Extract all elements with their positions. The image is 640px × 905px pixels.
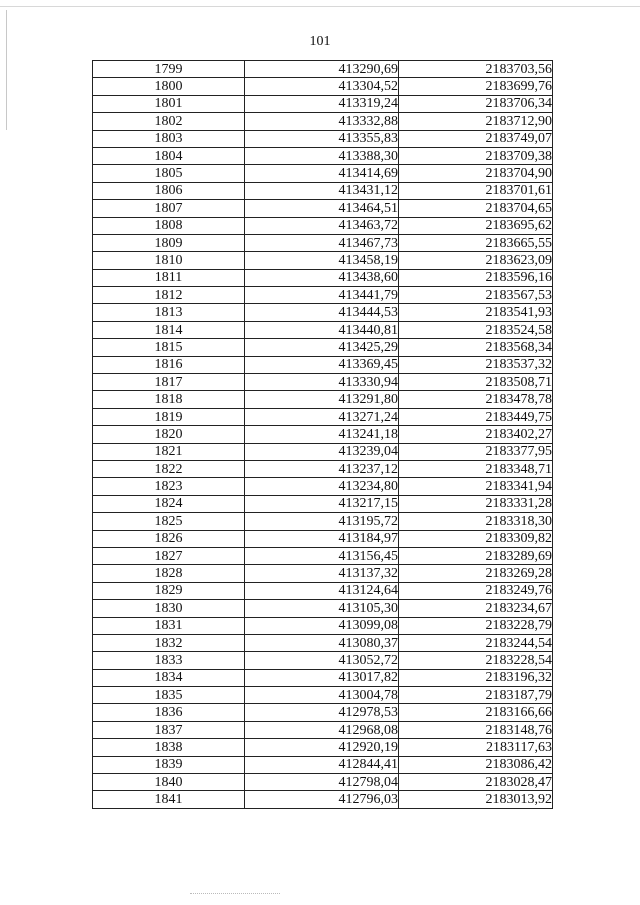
- point-number-cell: 1806: [93, 182, 245, 199]
- table-row: [93, 791, 553, 808]
- x-coordinate-cell: 413467,73: [245, 234, 399, 251]
- table-row: [93, 391, 553, 408]
- x-coordinate-cell: 413241,18: [245, 426, 399, 443]
- point-number-cell: 1839: [93, 756, 245, 773]
- point-number-cell: 1807: [93, 200, 245, 217]
- x-coordinate-cell: 413291,80: [245, 391, 399, 408]
- table-row: [93, 95, 553, 112]
- table-row: [93, 739, 553, 756]
- table-row: [93, 530, 553, 547]
- point-number-cell: 1820: [93, 426, 245, 443]
- y-coordinate-cell: 2183117,63: [399, 739, 553, 756]
- point-number-cell: 1834: [93, 669, 245, 686]
- y-coordinate-cell: 2183537,32: [399, 356, 553, 373]
- table-row: [93, 165, 553, 182]
- y-coordinate-cell: 2183028,47: [399, 774, 553, 791]
- point-number-cell: 1837: [93, 721, 245, 738]
- y-coordinate-cell: 2183086,42: [399, 756, 553, 773]
- table-row: [93, 61, 553, 78]
- table-row: [93, 113, 553, 130]
- x-coordinate-cell: 413464,51: [245, 200, 399, 217]
- x-coordinate-cell: 413332,88: [245, 113, 399, 130]
- x-coordinate-cell: 413440,81: [245, 321, 399, 338]
- x-coordinate-cell: 412798,04: [245, 774, 399, 791]
- point-number-cell: 1816: [93, 356, 245, 373]
- point-number-cell: 1799: [93, 61, 245, 78]
- point-number-cell: 1841: [93, 791, 245, 808]
- point-number-cell: 1838: [93, 739, 245, 756]
- x-coordinate-cell: 413017,82: [245, 669, 399, 686]
- table-row: [93, 182, 553, 199]
- point-number-cell: 1832: [93, 634, 245, 651]
- x-coordinate-cell: 413431,12: [245, 182, 399, 199]
- y-coordinate-cell: 2183318,30: [399, 513, 553, 530]
- x-coordinate-cell: 413052,72: [245, 652, 399, 669]
- y-coordinate-cell: 2183699,76: [399, 78, 553, 95]
- y-coordinate-cell: 2183478,78: [399, 391, 553, 408]
- point-number-cell: 1821: [93, 443, 245, 460]
- table-row: [93, 217, 553, 234]
- table-row: [93, 652, 553, 669]
- point-number-cell: 1814: [93, 321, 245, 338]
- table-row: [93, 774, 553, 791]
- table-row: [93, 443, 553, 460]
- point-number-cell: 1810: [93, 252, 245, 269]
- x-coordinate-cell: 413355,83: [245, 130, 399, 147]
- point-number-cell: 1805: [93, 165, 245, 182]
- y-coordinate-cell: 2183704,90: [399, 165, 553, 182]
- point-number-cell: 1828: [93, 565, 245, 582]
- point-number-cell: 1804: [93, 147, 245, 164]
- y-coordinate-cell: 2183228,54: [399, 652, 553, 669]
- point-number-cell: 1818: [93, 391, 245, 408]
- x-coordinate-cell: 413319,24: [245, 95, 399, 112]
- table-row: [93, 321, 553, 338]
- x-coordinate-cell: 413239,04: [245, 443, 399, 460]
- table-row: [93, 304, 553, 321]
- y-coordinate-cell: 2183712,90: [399, 113, 553, 130]
- x-coordinate-cell: 413463,72: [245, 217, 399, 234]
- x-coordinate-cell: 413156,45: [245, 547, 399, 564]
- point-number-cell: 1833: [93, 652, 245, 669]
- point-number-cell: 1813: [93, 304, 245, 321]
- x-coordinate-cell: 413458,19: [245, 252, 399, 269]
- table-row: [93, 687, 553, 704]
- point-number-cell: 1801: [93, 95, 245, 112]
- point-number-cell: 1831: [93, 617, 245, 634]
- x-coordinate-cell: 412920,19: [245, 739, 399, 756]
- point-number-cell: 1812: [93, 287, 245, 304]
- y-coordinate-cell: 2183402,27: [399, 426, 553, 443]
- y-coordinate-cell: 2183234,67: [399, 600, 553, 617]
- x-coordinate-cell: 413234,80: [245, 478, 399, 495]
- point-number-cell: 1823: [93, 478, 245, 495]
- y-coordinate-cell: 2183665,55: [399, 234, 553, 251]
- point-number-cell: 1803: [93, 130, 245, 147]
- scan-edge-left: [6, 10, 7, 130]
- coordinates-table-body: [93, 61, 553, 809]
- table-row: [93, 147, 553, 164]
- point-number-cell: 1809: [93, 234, 245, 251]
- point-number-cell: 1811: [93, 269, 245, 286]
- y-coordinate-cell: 2183703,56: [399, 61, 553, 78]
- x-coordinate-cell: 413137,32: [245, 565, 399, 582]
- x-coordinate-cell: 413217,15: [245, 495, 399, 512]
- table-row: [93, 513, 553, 530]
- x-coordinate-cell: 413184,97: [245, 530, 399, 547]
- point-number-cell: 1822: [93, 460, 245, 477]
- x-coordinate-cell: 412796,03: [245, 791, 399, 808]
- table-row: [93, 478, 553, 495]
- x-coordinate-cell: 413441,79: [245, 287, 399, 304]
- y-coordinate-cell: 2183704,65: [399, 200, 553, 217]
- table-row: [93, 374, 553, 391]
- y-coordinate-cell: 2183013,92: [399, 791, 553, 808]
- y-coordinate-cell: 2183701,61: [399, 182, 553, 199]
- y-coordinate-cell: 2183341,94: [399, 478, 553, 495]
- x-coordinate-cell: 413271,24: [245, 408, 399, 425]
- point-number-cell: 1840: [93, 774, 245, 791]
- point-number-cell: 1826: [93, 530, 245, 547]
- table-row: [93, 756, 553, 773]
- table-row: [93, 565, 553, 582]
- y-coordinate-cell: 2183166,66: [399, 704, 553, 721]
- y-coordinate-cell: 2183706,34: [399, 95, 553, 112]
- y-coordinate-cell: 2183377,95: [399, 443, 553, 460]
- y-coordinate-cell: 2183596,16: [399, 269, 553, 286]
- point-number-cell: 1819: [93, 408, 245, 425]
- table-row: [93, 460, 553, 477]
- table-row: [93, 617, 553, 634]
- page-number: 101: [309, 34, 331, 49]
- table-row: [93, 426, 553, 443]
- x-coordinate-cell: 413195,72: [245, 513, 399, 530]
- y-coordinate-cell: 2183541,93: [399, 304, 553, 321]
- x-coordinate-cell: 413388,30: [245, 147, 399, 164]
- x-coordinate-cell: 412844,41: [245, 756, 399, 773]
- scan-edge-top: [0, 6, 640, 7]
- y-coordinate-cell: 2183331,28: [399, 495, 553, 512]
- y-coordinate-cell: 2183567,53: [399, 287, 553, 304]
- y-coordinate-cell: 2183695,62: [399, 217, 553, 234]
- y-coordinate-cell: 2183508,71: [399, 374, 553, 391]
- y-coordinate-cell: 2183348,71: [399, 460, 553, 477]
- point-number-cell: 1827: [93, 547, 245, 564]
- table-row: [93, 704, 553, 721]
- y-coordinate-cell: 2183249,76: [399, 582, 553, 599]
- table-row: [93, 130, 553, 147]
- table-row: [93, 287, 553, 304]
- y-coordinate-cell: 2183309,82: [399, 530, 553, 547]
- table-row: [93, 269, 553, 286]
- x-coordinate-cell: 413414,69: [245, 165, 399, 182]
- point-number-cell: 1800: [93, 78, 245, 95]
- table-row: [93, 600, 553, 617]
- table-row: [93, 200, 553, 217]
- point-number-cell: 1815: [93, 339, 245, 356]
- table-row: [93, 356, 553, 373]
- x-coordinate-cell: 413444,53: [245, 304, 399, 321]
- x-coordinate-cell: 413304,52: [245, 78, 399, 95]
- y-coordinate-cell: 2183709,38: [399, 147, 553, 164]
- point-number-cell: 1802: [93, 113, 245, 130]
- table-row: [93, 721, 553, 738]
- table-row: [93, 547, 553, 564]
- y-coordinate-cell: 2183289,69: [399, 547, 553, 564]
- x-coordinate-cell: 413290,69: [245, 61, 399, 78]
- table-row: [93, 78, 553, 95]
- table-row: [93, 234, 553, 251]
- x-coordinate-cell: 413330,94: [245, 374, 399, 391]
- y-coordinate-cell: 2183568,34: [399, 339, 553, 356]
- point-number-cell: 1835: [93, 687, 245, 704]
- y-coordinate-cell: 2183196,32: [399, 669, 553, 686]
- table-row: [93, 252, 553, 269]
- table-row: [93, 495, 553, 512]
- x-coordinate-cell: 413004,78: [245, 687, 399, 704]
- x-coordinate-cell: 413080,37: [245, 634, 399, 651]
- point-number-cell: 1824: [93, 495, 245, 512]
- point-number-cell: 1836: [93, 704, 245, 721]
- y-coordinate-cell: 2183623,09: [399, 252, 553, 269]
- table-row: [93, 339, 553, 356]
- point-number-cell: 1830: [93, 600, 245, 617]
- y-coordinate-cell: 2183228,79: [399, 617, 553, 634]
- coordinates-table: [92, 60, 553, 809]
- point-number-cell: 1817: [93, 374, 245, 391]
- scan-specks: [190, 893, 280, 896]
- y-coordinate-cell: 2183244,54: [399, 634, 553, 651]
- point-number-cell: 1825: [93, 513, 245, 530]
- point-number-cell: 1808: [93, 217, 245, 234]
- table-row: [93, 582, 553, 599]
- x-coordinate-cell: 413438,60: [245, 269, 399, 286]
- table-row: [93, 634, 553, 651]
- x-coordinate-cell: 413369,45: [245, 356, 399, 373]
- x-coordinate-cell: 412978,53: [245, 704, 399, 721]
- table-row: [93, 408, 553, 425]
- y-coordinate-cell: 2183524,58: [399, 321, 553, 338]
- point-number-cell: 1829: [93, 582, 245, 599]
- x-coordinate-cell: 413425,29: [245, 339, 399, 356]
- x-coordinate-cell: 413099,08: [245, 617, 399, 634]
- x-coordinate-cell: 412968,08: [245, 721, 399, 738]
- y-coordinate-cell: 2183269,28: [399, 565, 553, 582]
- y-coordinate-cell: 2183449,75: [399, 408, 553, 425]
- x-coordinate-cell: 413124,64: [245, 582, 399, 599]
- y-coordinate-cell: 2183749,07: [399, 130, 553, 147]
- x-coordinate-cell: 413237,12: [245, 460, 399, 477]
- y-coordinate-cell: 2183148,76: [399, 721, 553, 738]
- table-row: [93, 669, 553, 686]
- y-coordinate-cell: 2183187,79: [399, 687, 553, 704]
- x-coordinate-cell: 413105,30: [245, 600, 399, 617]
